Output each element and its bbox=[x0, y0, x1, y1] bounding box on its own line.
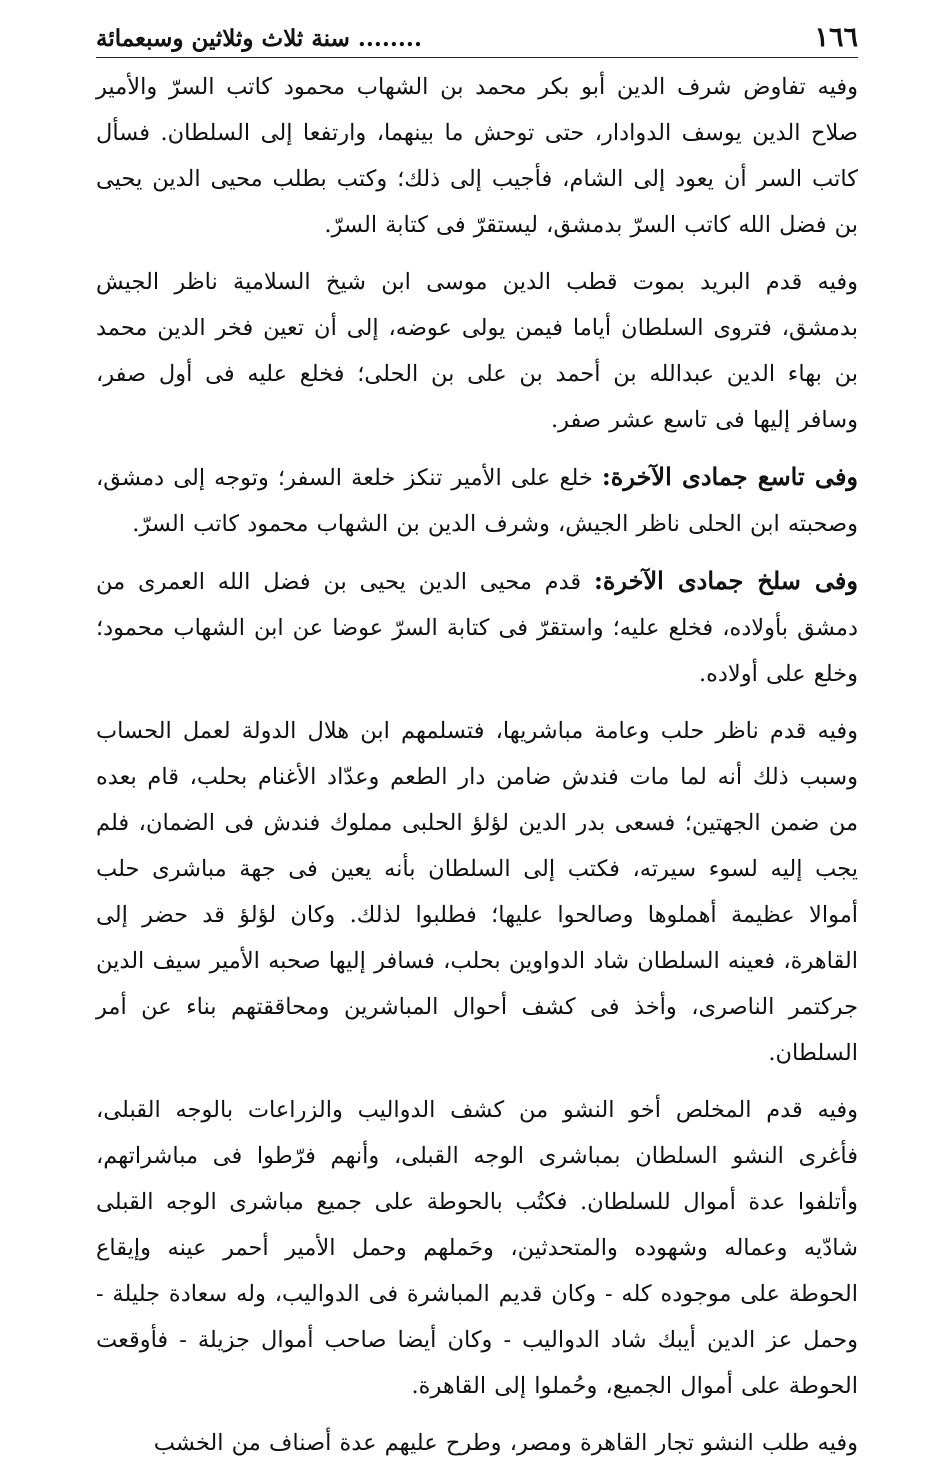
paragraph-7-text: وفيه طلب النشو تجار القاهرة ومصر، وطرح عليهم عدة أصناف من الخشب bbox=[153, 1430, 858, 1456]
running-title bbox=[96, 25, 422, 52]
page-number: ١٦٦ bbox=[814, 22, 858, 53]
paragraph-4-lead: وفى سلخ جمادى الآخرة: bbox=[593, 566, 858, 595]
paragraph-3-text: خلع على الأمير تنكز خلعة السفر؛ وتوجه إلى دمشق، وصحبته ابن الحلى ناظر الجيش، وشرف الدين بن الشهاب محمود كاتب السرّ. bbox=[96, 465, 858, 537]
paragraph-3-lead: وفى تاسع جمادى الآخرة: bbox=[601, 462, 859, 491]
page-body bbox=[96, 64, 858, 1466]
paragraph-6-text: وفيه قدم المخلص أخو النشو من كشف الدواليب والزراعات بالوجه القبلى، فأغرى النشو السلطان بمباشرى الوجه القبلى، وأنهم فرّطوا فى مباشراتهم، وأتلفوا عدة أموال للسلطان. فكتُب بالحوطة على جميع مباشرى الوجه القبلى شادّيه وعماله وشهوده والمتحدثين، وحَملهم وحمل الأمير أحمر عينه وإيقاع الحوطة على موجوده كله - وكان قديم المباشرة فى الدواليب، وله سعادة جليلة - وحمل عز الدين أيبك شاد الدواليب - وكان أيضا صاحب أموال جزيلة - فأوقعت الحوطة على أموال الجميع، وحُملوا إلى القاهرة. bbox=[96, 1097, 858, 1399]
paragraph-4 bbox=[96, 558, 858, 697]
paragraph-7 bbox=[96, 1420, 858, 1466]
paragraph-5 bbox=[96, 708, 858, 1076]
paragraph-5-text: وفيه قدم ناظر حلب وعامة مباشريها، فتسلمهم ابن هلال الدولة لعمل الحساب وسبب ذلك أنه لما مات فندش ضامن دار الطعم وعدّاد الأغنام بحلب، قام بعده من ضمن الجهتين؛ فسعى بدر الدين لؤلؤ الحلبى مملوك فندش فى الضمان، فلم يجب إليه لسوء سيرته، فكتب إلى السلطان بأنه يعين فى جهة مباشرى حلب أموالا عظيمة أهملوها وصالحوا عليها؛ فطلبوا لذلك. وكان لؤلؤ قد حضر إلى القاهرة، فعينه السلطان شاد الدواوين بحلب، فسافر إليها صحبه الأمير سيف الدين جركتمر الناصرى، وأخذ فى كشف أحوال المباشرين ومحاققتهم بناء عن أمر السلطان. bbox=[96, 718, 858, 1066]
paragraph-3 bbox=[96, 454, 858, 547]
paragraph-4-text: قدم محيى الدين يحيى بن فضل الله العمرى من دمشق بأولاده، فخلع عليه؛ واستقرّ فى كتابة السرّ عوضا عن ابن الشهاب محمود؛ وخلع على أولاده. bbox=[96, 569, 858, 687]
paragraph-2 bbox=[96, 259, 858, 443]
header-dots: ........ bbox=[357, 25, 422, 52]
paragraph-2-text: وفيه قدم البريد بموت قطب الدين موسى ابن شيخ السلامية ناظر الجيش بدمشق، فتروى السلطان أياما فيمن يولى عوضه، إلى أن تعين فخر الدين محمد بن بهاء الدين عبدالله بن أحمد بن على بن الحلى؛ فخلع عليه فى أول صفر، وسافر إليها فى تاسع عشر صفر. bbox=[96, 269, 858, 433]
running-title-text: سنة ثلاث وثلاثين وسبعمائة bbox=[96, 25, 350, 52]
paragraph-1 bbox=[96, 64, 858, 248]
paragraph-6 bbox=[96, 1087, 858, 1409]
page-header bbox=[96, 22, 858, 58]
paragraph-1-text: وفيه تفاوض شرف الدين أبو بكر محمد بن الشهاب محمود كاتب السرّ والأمير صلاح الدين يوسف الدوادار، حتى توحش ما بينهما، وارتفعا إلى السلطان. فسأل كاتب السر أن يعود إلى الشام، فأجيب إلى ذلك؛ وكتب بطلب محيى الدين يحيى بن فضل الله كاتب السرّ بدمشق، ليستقرّ فى كتابة السرّ. bbox=[96, 74, 858, 238]
